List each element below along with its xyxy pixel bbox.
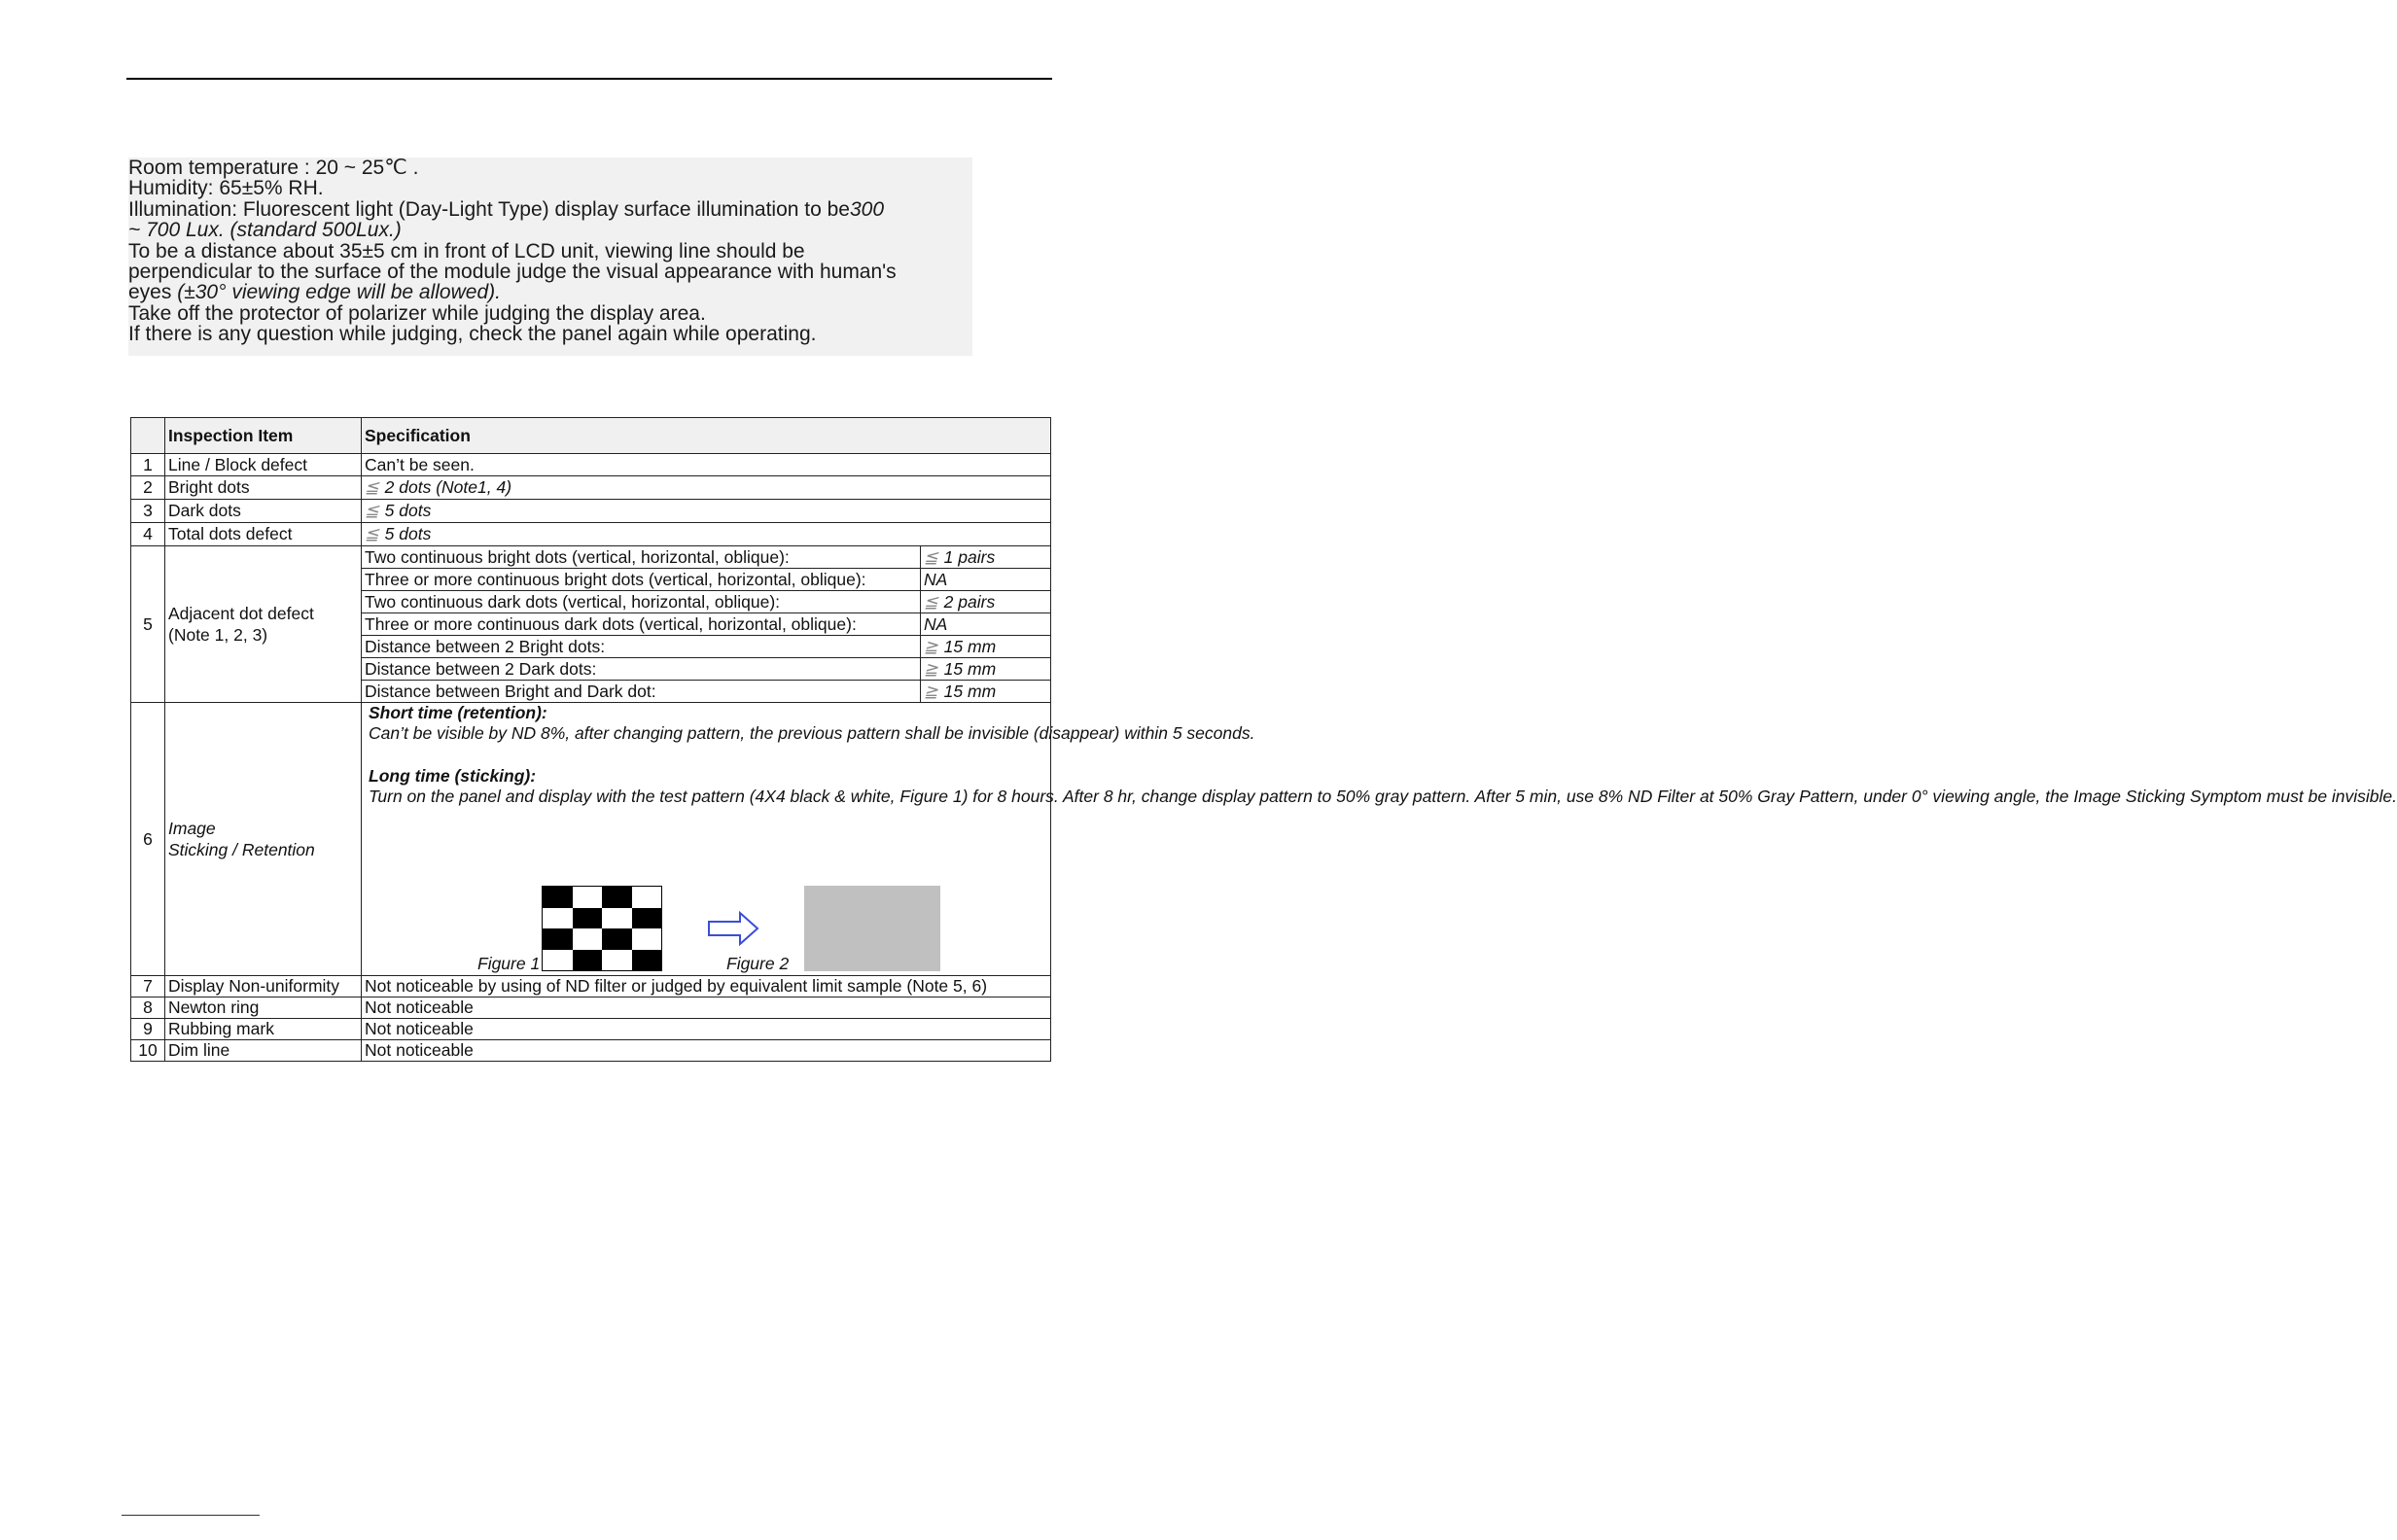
table-row [131,500,1051,523]
sub-desc: Distance between 2 Bright dots: [362,636,921,658]
row-spec: Not noticeable [362,998,1051,1019]
sub-value: NA [921,613,1051,636]
row-num: 3 [131,500,165,523]
footnote-rule [122,1515,260,1516]
table-row [131,703,1051,976]
row-num: 9 [131,1019,165,1040]
checker-pattern-figure [542,886,662,971]
short-time-text: Can’t be visible by ND 8%, after changing pattern, the previous pattern shall be invisible (disappear) within 5 seconds. [369,723,1255,744]
leq-symbol: ≦ [365,477,379,497]
sub-desc: Three or more continuous bright dots (vertical, horizontal, oblique): [362,569,921,591]
sub-value: ≧ 15 mm [921,636,1051,658]
short-time-title: Short time (retention): [369,703,547,722]
row-spec: Not noticeable [362,1040,1051,1062]
row-num: 1 [131,454,165,476]
row-spec: ≦ 2 dots (Note1, 4) [362,476,1051,500]
sub-desc: Distance between 2 Dark dots: [362,658,921,681]
row-item: Bright dots [165,476,362,500]
right-arrow-icon [707,911,759,946]
sub-value: ≧ 15 mm [921,658,1051,681]
figure-2-label: Figure 2 [726,954,790,973]
leq-symbol: ≦ [365,524,379,543]
long-time-text: Turn on the panel and display with the test pattern (4X4 black & white, Figure 1) for 8 hours. After 8 hr, change display pattern to 50% gray pattern. After 5 min, use 8% ND Filter at 50% Gray Pattern, under 0° viewing angle, the Image Sticking Symptom must be invisible. [369,786,2397,806]
table-header-row [131,418,1051,454]
header-num [131,418,165,454]
table-row [131,998,1051,1019]
condition-distance: To be a distance about 35±5 cm in front of LCD unit, viewing line should be [128,239,805,262]
row-spec: Not noticeable by using of ND filter or judged by equivalent limit sample (Note 5, 6) [362,976,1051,998]
condition-illumination: Illumination: Fluorescent light (Day-Light Type) display surface illumination to be300 [128,197,885,221]
sub-desc: Two continuous bright dots (vertical, horizontal, oblique): [362,546,921,569]
header-inspection-item: Inspection Item [165,418,362,454]
condition-viewing-edge: eyes (±30° viewing edge will be allowed). [128,281,501,304]
row-num: 7 [131,976,165,998]
inspection-spec-table [130,417,2397,1062]
condition-illumination-cont: ~ 700 Lux. (standard 500Lux.) [128,219,402,242]
condition-humidity: Humidity: 65±5% RH. [128,177,324,200]
condition-perpendicular: perpendicular to the surface of the module judge the visual appearance with human's [128,261,897,284]
row-item: Display Non-uniformity [165,976,362,998]
row-item: Image Sticking / Retention [165,703,362,976]
retention-spec [362,703,2397,976]
row-item: Adjacent dot defect (Note 1, 2, 3) [165,546,362,703]
sub-desc: Distance between Bright and Dark dot: [362,681,921,703]
leq-symbol: ≦ [365,501,379,520]
long-time-title: Long time (sticking): [369,765,537,786]
inspection-conditions [128,158,972,356]
row-num: 4 [131,523,165,546]
row-spec: ≦ 5 dots [362,500,1051,523]
table-row [131,476,1051,500]
row-item: Dim line [165,1040,362,1062]
table-row [131,976,1051,998]
row-spec: ≦ 5 dots [362,523,1051,546]
row-spec: Not noticeable [362,1019,1051,1040]
header-rule [126,78,1052,80]
row-item: Total dots defect [165,523,362,546]
row-spec: Can’t be seen. [362,454,1051,476]
row-item: Newton ring [165,998,362,1019]
row-item: Dark dots [165,500,362,523]
sub-desc: Three or more continuous dark dots (vertical, horizontal, oblique): [362,613,921,636]
sub-value: ≧ 15 mm [921,681,1051,703]
table-row [131,546,1051,569]
row-num: 5 [131,546,165,703]
row-item: Rubbing mark [165,1019,362,1040]
sub-value: ≦ 2 pairs [921,591,1051,613]
table-row [131,1040,1051,1062]
figure-1-label: Figure 1 [477,954,541,973]
row-num: 6 [131,703,165,976]
condition-question: If there is any question while judging, check the panel again while operating. [128,323,817,346]
sub-value: NA [921,569,1051,591]
row-num: 8 [131,998,165,1019]
condition-protector: Take off the protector of polarizer while judging the display area. [128,301,706,325]
row-num: 2 [131,476,165,500]
header-specification: Specification [362,418,1051,454]
gray-pattern-figure [804,886,940,971]
condition-temperature: Room temperature : 20 ~ 25℃ . [128,157,419,179]
table-row [131,1019,1051,1040]
sub-desc: Two continuous dark dots (vertical, horizontal, oblique): [362,591,921,613]
sub-value: ≦ 1 pairs [921,546,1051,569]
table-row [131,454,1051,476]
row-item: Line / Block defect [165,454,362,476]
row-num: 10 [131,1040,165,1062]
table-row [131,523,1051,546]
